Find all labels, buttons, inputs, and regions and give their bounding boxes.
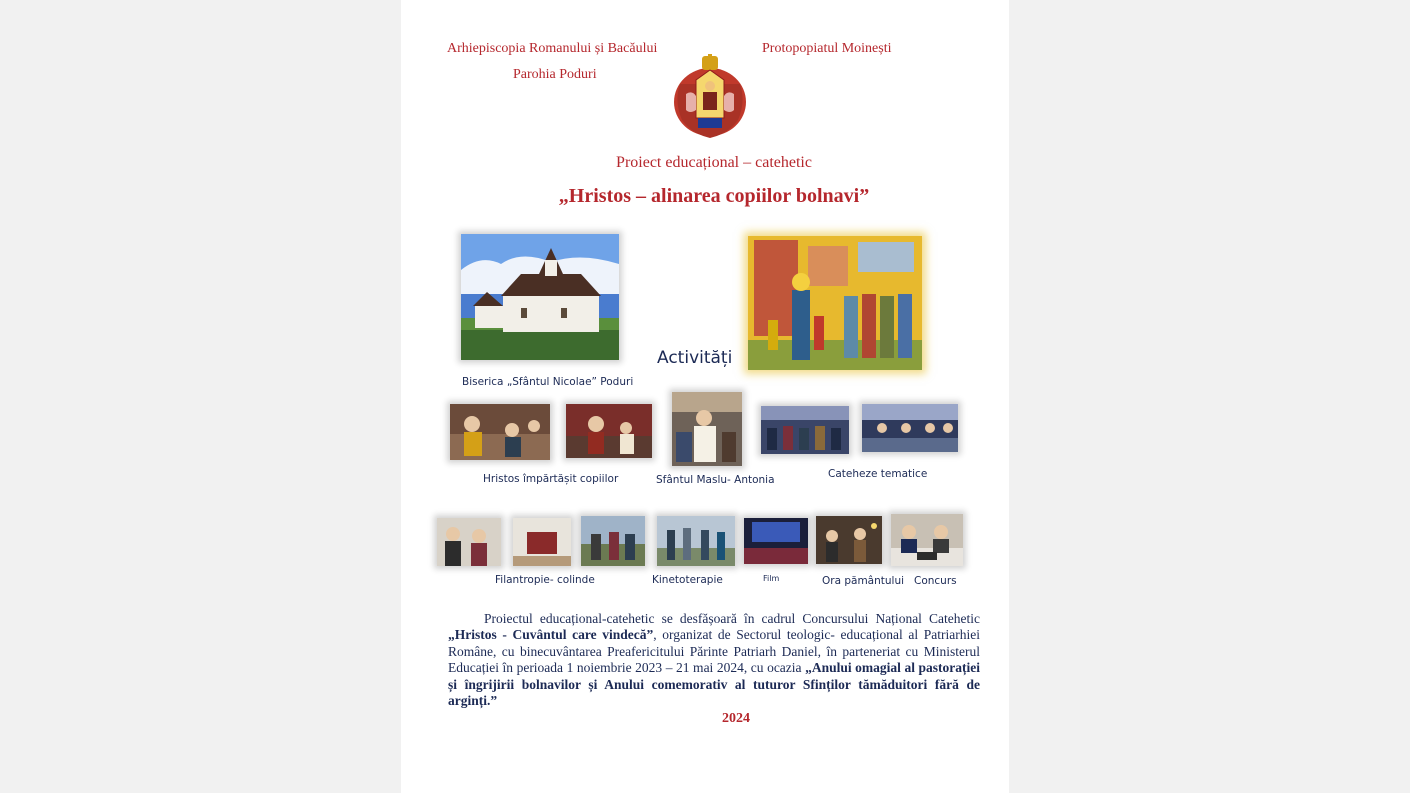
paragraph-omagial-year: „Anului omagial al pastorației și îngrijirii bolnavilor și Anului comemorativ al tuturor Sfinților tămăduitori fără de arginți.” xyxy=(448,660,980,709)
kinetotherapy-photo xyxy=(657,516,735,566)
earth-hour-caption: Ora pământului xyxy=(822,575,905,587)
catechesis-caption: Cateheze tematice xyxy=(828,468,928,480)
contest-photo xyxy=(891,514,963,566)
film-caption: Film xyxy=(763,574,780,583)
christ-with-children-icon-image xyxy=(748,236,922,370)
philanthropy-caption: Filantropie- colinde xyxy=(495,574,595,586)
archdiocese-coat-of-arms-icon xyxy=(672,54,748,140)
archdiocese-name: Arhiepiscopia Romanului și Bacăului xyxy=(447,41,658,56)
deanery-name: Protopopiatul Moinești xyxy=(762,41,892,56)
kinetotherapy-caption: Kinetoterapie xyxy=(652,574,723,586)
project-description-paragraph xyxy=(448,611,980,709)
contest-caption: Concurs xyxy=(914,575,957,587)
communion-caption: Hristos împărtășit copiilor xyxy=(483,473,619,485)
catechesis-photo-2 xyxy=(862,404,958,452)
philanthropy-photo-1 xyxy=(437,518,501,566)
philanthropy-photo-2 xyxy=(513,518,571,566)
activities-heading: Activități xyxy=(657,348,733,368)
maslu-caption: Sfântul Maslu- Antonia xyxy=(656,474,775,486)
film-photo xyxy=(744,518,808,564)
earth-hour-photo xyxy=(816,516,882,564)
project-subtitle: Proiect educațional – catehetic xyxy=(616,154,812,171)
philanthropy-photo-3 xyxy=(581,516,645,566)
parish-name: Parohia Poduri xyxy=(513,67,597,82)
document-year: 2024 xyxy=(722,711,750,726)
paragraph-contest-name: „Hristos - Cuvântul care vindecă” xyxy=(448,627,654,643)
paragraph-part-2: , organizat de Sectorul teologic- educațional al Patriarhiei Române, cu binecuvântarea Preafericitului Părinte Patriarh Daniel, în parteneriat cu Ministerul Educației în perioada 1 noiembrie 2023 – 21 mai 2024, cu ocazia xyxy=(448,627,980,676)
communion-photo-2 xyxy=(566,404,652,458)
communion-photo-1 xyxy=(450,404,550,460)
church-caption: Biserica „Sfântul Nicolae” Poduri xyxy=(462,376,634,388)
maslu-photo xyxy=(672,392,742,466)
church-photo xyxy=(461,234,619,360)
project-title: „Hristos – alinarea copiilor bolnavi” xyxy=(558,185,870,207)
document-page xyxy=(401,0,1009,793)
catechesis-photo-1 xyxy=(761,406,849,454)
paragraph-part-1: Proiectul educațional-catehetic se desfășoară în cadrul Concursului Național Catehetic xyxy=(484,611,980,626)
